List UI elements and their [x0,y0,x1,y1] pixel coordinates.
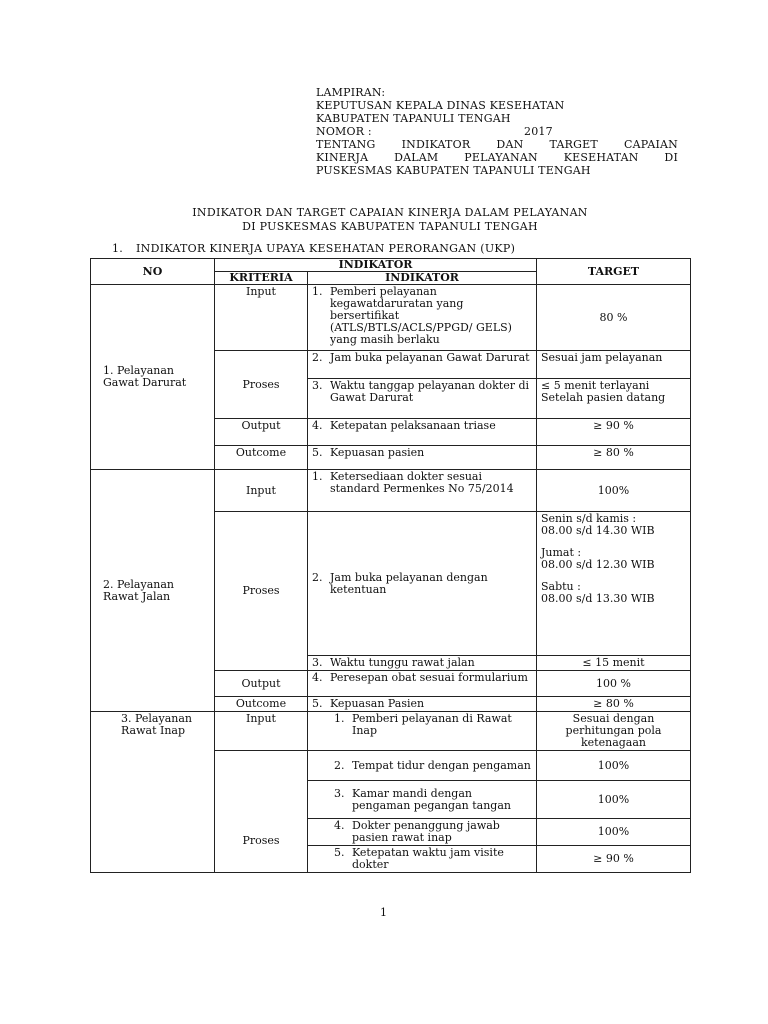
indikator-text: Pemberi pelayanan kegawatdaruratan yang bersertifikat (ATLS/BTLS/ACLS/PPGD/ GELS) yang masih berlaku [330,285,512,346]
indikator-text: Dokter penanggung jawab pasien rawat inap [352,819,500,844]
item-number: 2. [334,758,345,772]
indikator-cell [308,379,537,419]
indikator-text: Waktu tunggu rawat jalan [330,656,475,669]
indikator-cell [308,351,537,379]
target-cell: ≤ 15 menit [537,656,691,671]
indikator-cell [308,419,537,446]
item-number: 5. [312,446,323,459]
item-number: 1. [312,470,323,483]
item-number: 3. [312,379,323,392]
section-number: 1. [112,242,124,255]
table-row [91,285,691,351]
header-line-1: KEPUTUSAN KEPALA DINAS KESEHATAN [316,99,565,112]
target-cell: ≥ 90 % [537,846,691,873]
table-row [91,470,691,512]
schedule-day: Jumat : [541,546,582,559]
kriteria-proses: Proses [215,751,308,873]
lampiran-label: LAMPIRAN: [316,86,386,99]
kriteria-input: Input [215,285,308,351]
target-cell: 100% [537,751,691,781]
indikator-cell [308,285,537,351]
indikator-text: Kamar mandi dengan pengaman pegangan tangan [352,786,511,812]
group-gawat-darurat: 1. Pelayanan Gawat Darurat [91,285,215,470]
indikator-text: Ketersediaan dokter sesuai standard Permenkes No 75/2014 [330,470,514,495]
header-kriteria: KRITERIA [215,272,308,285]
document-title [90,206,690,234]
target-cell: 80 % [537,285,691,351]
nomor-label: NOMOR : [316,125,372,138]
indikator-cell [308,656,537,671]
item-number: 1. [334,712,345,725]
lampiran-header [316,86,678,177]
indikator-cell [308,697,537,712]
target-cell: Sesuai jam pelayanan [537,351,691,379]
indikator-cell [308,781,537,819]
kriteria-outcome: Outcome [215,446,308,470]
schedule-time: 08.00 s/d 14.30 WIB [541,524,655,537]
indikator-cell [308,712,537,751]
kriteria-proses: Proses [215,512,308,671]
kriteria-output: Output [215,419,308,446]
group-rawat-jalan: 2. Pelayanan Rawat Jalan [91,470,215,712]
target-cell: 100% [537,819,691,846]
tentang-line-2: KINERJA DALAM PELAYANAN KESEHATAN DI [316,151,678,164]
target-cell: 100% [537,470,691,512]
item-number: 3. [334,786,345,800]
header-line-2: KABUPATEN TAPANULI TENGAH [316,112,511,125]
indikator-text: Tempat tidur dengan pengaman [352,758,531,772]
indikator-text: Kepuasan Pasien [330,697,425,710]
indikator-cell [308,512,537,656]
target-cell: ≥ 90 % [537,419,691,446]
indicator-table [90,258,691,873]
item-number: 1. [312,285,323,298]
kriteria-input: Input [215,712,308,751]
title-line-1: INDIKATOR DAN TARGET CAPAIAN KINERJA DALAM PELAYANAN [192,206,588,219]
indikator-cell [308,819,537,846]
table-header-row [91,259,691,272]
tentang-line-1: TENTANG INDIKATOR DAN TARGET CAPAIAN [316,138,678,151]
indikator-text: Jam buka pelayanan Gawat Darurat [330,351,530,364]
table-row [91,712,691,751]
target-cell: Sesuai dengan perhitungan pola ketenagaan [537,712,691,751]
indikator-cell [308,470,537,512]
target-cell: 100% [537,781,691,819]
section-text: INDIKATOR KINERJA UPAYA KESEHATAN PERORANGAN (UKP) [136,242,516,255]
indikator-text: Jam buka pelayanan dengan ketentuan [330,570,488,596]
kriteria-output: Output [215,671,308,697]
nomor-year: 2017 [524,125,553,138]
indikator-text: Ketepatan pelaksanaan triase [330,419,496,432]
item-number: 3. [312,656,323,669]
indikator-text: Pemberi pelayanan di Rawat Inap [352,712,512,737]
indikator-cell [308,846,537,873]
item-number: 2. [312,351,323,364]
target-cell: ≤ 5 menit terlayani Setelah pasien datang [537,379,691,419]
indikator-text: Waktu tanggap pelayanan dokter di Gawat Darurat [330,379,530,404]
schedule-day: Sabtu : [541,580,581,593]
item-number: 4. [312,671,323,684]
kriteria-outcome: Outcome [215,697,308,712]
kriteria-input: Input [215,470,308,512]
item-number: 5. [334,846,345,859]
item-number: 5. [312,697,323,710]
indikator-text: Peresepan obat sesuai formularium [330,671,528,684]
item-number: 4. [312,419,323,432]
schedule-day: Senin s/d kamis : [541,512,637,525]
item-number: 4. [334,819,345,832]
group-rawat-inap: 3. Pelayanan Rawat Inap [91,712,215,873]
indikator-cell [308,671,537,697]
item-number: 2. [312,570,323,584]
schedule-time: 08.00 s/d 12.30 WIB [541,558,655,571]
target-cell: ≥ 80 % [537,446,691,470]
target-cell: ≥ 80 % [537,697,691,712]
nomor-row [316,125,678,138]
kriteria-proses: Proses [215,351,308,419]
page-number: 1 [380,906,387,919]
indikator-text: Kepuasan pasien [330,446,425,459]
header-indikator-sub: INDIKATOR [308,272,537,285]
indikator-text: Ketepatan waktu jam visite dokter [352,846,504,871]
section-title [112,242,515,255]
schedule-time: 08.00 s/d 13.30 WIB [541,592,655,605]
header-no: NO [91,259,215,285]
tentang-line-3: PUSKESMAS KABUPATEN TAPANULI TENGAH [316,164,591,177]
target-cell-schedule [537,512,691,656]
header-target: TARGET [537,259,691,285]
title-line-2: DI PUSKESMAS KABUPATEN TAPANULI TENGAH [242,220,538,233]
target-cell: 100 % [537,671,691,697]
indikator-cell [308,751,537,781]
header-indikator: INDIKATOR [215,259,537,272]
indikator-cell [308,446,537,470]
